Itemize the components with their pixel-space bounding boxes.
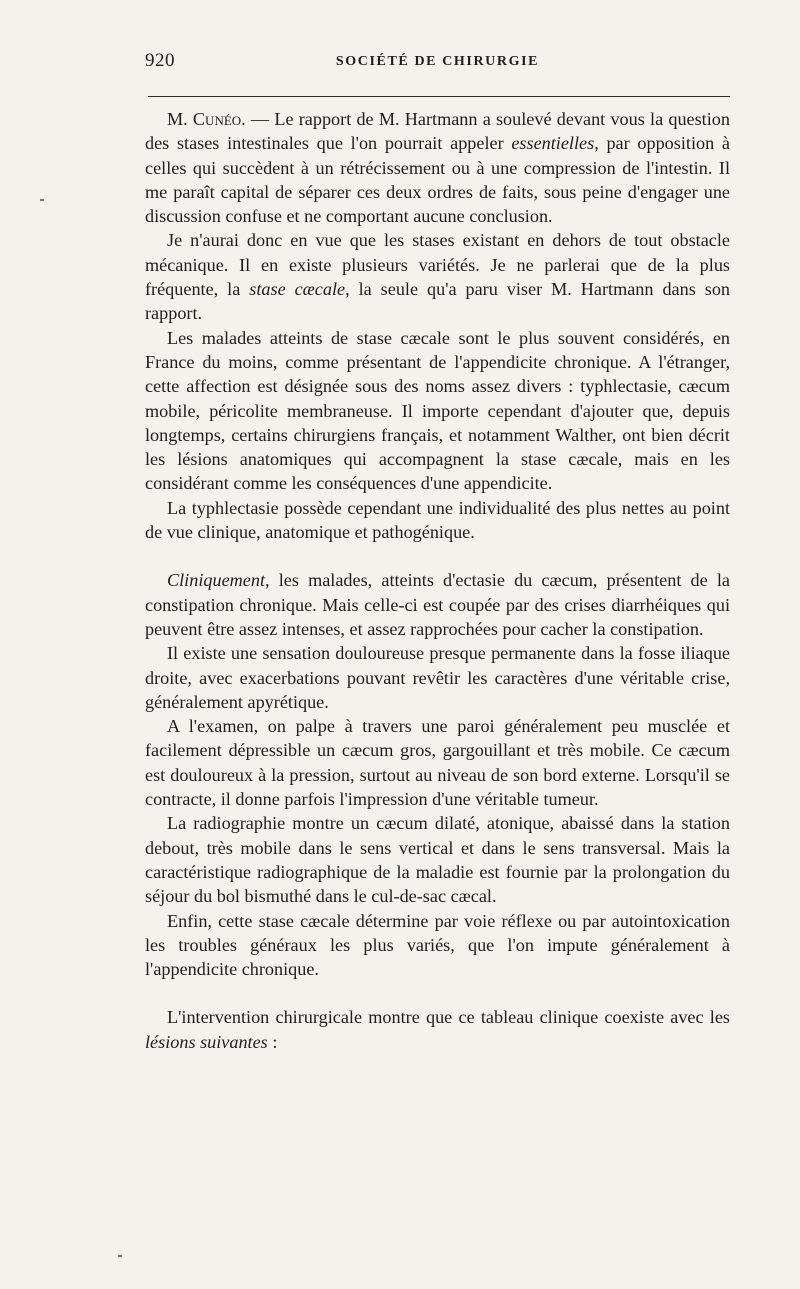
paragraph-text: , les malades, atteints d'ectasie du cæcum, présentent de la constipation chronique. Mais celle-ci est coupée par des crises diarrhéiques qui peuvent être assez intenses, et assez rapprochées pour cacher la constipation. xyxy=(145,570,730,639)
paragraph: Les malades atteints de stase cæcale sont le plus souvent considérés, en France du moins, comme présentant de l'appendicite chronique. A l'étranger, cette affection est désignée sous des noms assez divers : typhlectasie, cæcum mobile, péricolite membraneuse. Il importe cependant d'ajouter que, depuis longtemps, certains chirurgiens français, et notamment Walther, ont bien décrit les lésions anatomiques qui accompagnent la stase cæcale, mais en les considérant comme les conséquences d'une appendicite. xyxy=(145,327,730,494)
emphasis: essentielles xyxy=(511,133,595,154)
scan-speck xyxy=(40,199,44,201)
paragraph-text: — Le rapport de M. Hartmann a soulevé devant vous la question des stases intestinales que l'on pourrait appeler xyxy=(145,109,730,154)
emphasis: stase cæcale xyxy=(249,279,346,300)
paragraph-text: Je n'aurai donc en vue que les stases existant en dehors de tout obstacle mécanique. Il en existe plusieurs variétés. Je ne parlerai que de la plus fréquente, la xyxy=(145,230,730,300)
speaker-name: M. Cunéo. xyxy=(167,109,246,129)
header-rule xyxy=(148,96,730,97)
paragraph: A l'examen, on palpe à travers une paroi généralement peu musclée et facilement dépressible un cæcum gros, gargouillant et très mobile. Ce cæcum est douloureux à la pression, surtout au niveau de son bord externe. Lorsqu'il se contracte, il donne parfois l'impression d'une véritable tumeur. xyxy=(145,716,730,810)
running-head: SOCIÉTÉ DE CHIRURGIE xyxy=(335,54,540,69)
body-text xyxy=(145,107,730,1054)
paragraph-text: , par opposition à celles qui succèdent à un rétrécissement ou à une compression de l'intestin. Il me paraît capital de séparer ces deux ordres de faits, sous peine d'engager une discussion confuse et ne comportant aucune conclusion. xyxy=(145,133,730,227)
paragraph-intervention xyxy=(145,1005,730,1054)
paragraph-opening xyxy=(145,107,730,228)
paragraph-text: L'intervention chirurgicale montre que ce tableau clinique coexiste avec les xyxy=(167,1007,730,1028)
emphasis: Cliniquement xyxy=(167,570,265,591)
scan-speck xyxy=(118,1255,122,1257)
page-number: 920 xyxy=(145,50,175,71)
paragraph-text: , la seule qu'a paru viser M. Hartmann dans son rapport. xyxy=(145,279,731,324)
paragraph-clinical xyxy=(145,568,730,641)
paragraph: Enfin, cette stase cæcale détermine par voie réflexe ou par autointoxication les troubles généraux les plus variés, que l'on impute généralement à l'appendicite chronique. xyxy=(145,910,730,980)
paragraph: Il existe une sensation douloureuse presque permanente dans la fosse iliaque droite, avec exacerbations pouvant revêtir les caractères d'une véritable crise, généralement apyrétique. xyxy=(145,643,730,712)
emphasis: lésions suivantes xyxy=(145,1031,268,1052)
paragraph: La radiographie montre un cæcum dilaté, atonique, abaissé dans la station debout, très mobile dans le sens vertical et dans le sens transversal. Mais la caractéristique radiographique de la maladie est fournie par la prolongation du séjour du bol bismuthé dans le cul-de-sac cæcal. xyxy=(145,813,730,907)
paragraph: La typhlectasie possède cependant une individualité des plus nettes au point de vue clinique, anatomique et pathogénique. xyxy=(145,497,730,543)
paragraph xyxy=(145,228,730,325)
paragraph-text: : xyxy=(267,1031,278,1052)
page-header xyxy=(145,50,730,80)
